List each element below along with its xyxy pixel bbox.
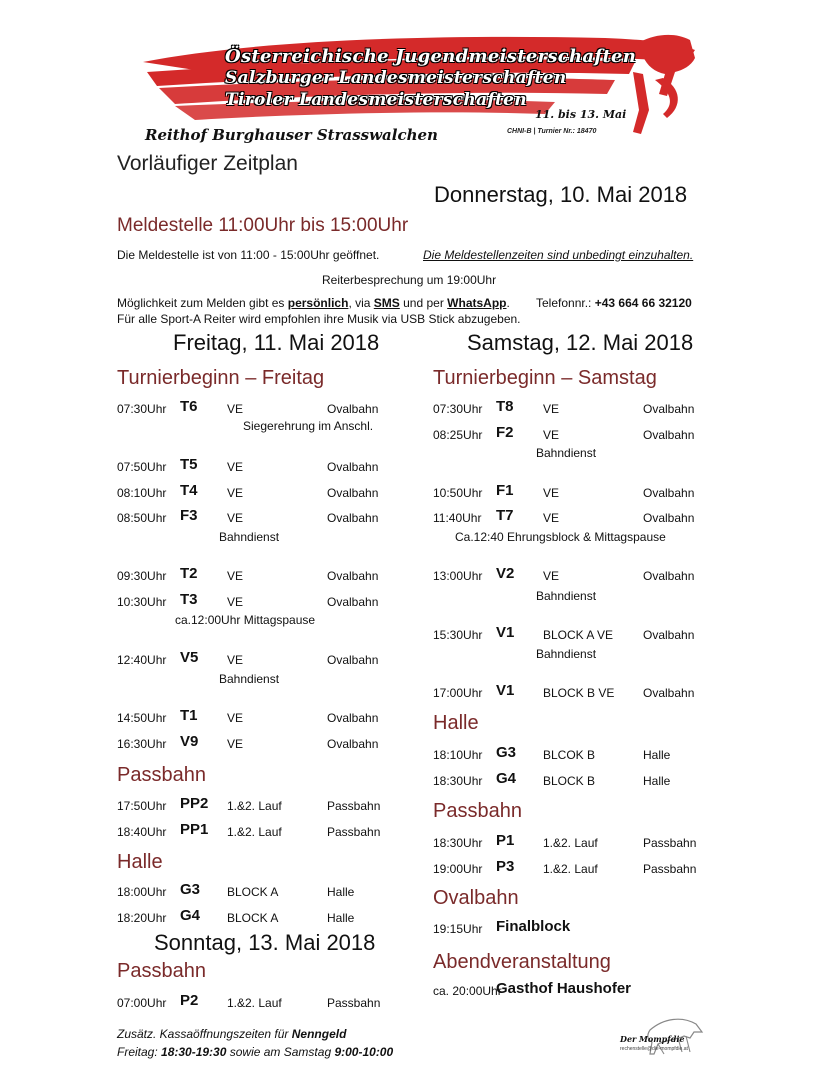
event-type: BLOCK A xyxy=(227,885,279,899)
section-turnierbeginn-samstag: Turnierbeginn – Samstag xyxy=(433,367,657,389)
section-passbahn-sonntag: Passbahn xyxy=(117,960,206,982)
note-bahndienst: Bahndienst xyxy=(536,647,597,661)
event-code: V9 xyxy=(180,733,199,750)
time-text: 16:30Uhr xyxy=(117,737,167,751)
footer-l2-bold1: 18:30-19:30 xyxy=(161,1045,227,1059)
note-siegerehrung: Siegerehrung im Anschl. xyxy=(243,419,374,433)
event-code: V5 xyxy=(180,649,199,666)
event-code: T1 xyxy=(180,707,198,724)
schedule-row xyxy=(117,707,407,727)
time-text: 15:30Uhr xyxy=(433,628,483,642)
briefing-text: Reiterbesprechung um 19:00Uhr xyxy=(322,273,497,287)
event-place: Ovalbahn xyxy=(643,628,695,642)
schedule-row xyxy=(117,456,407,476)
event-code: T5 xyxy=(180,456,198,473)
time-text: 08:25Uhr xyxy=(433,428,483,442)
event-place: Passbahn xyxy=(643,836,697,850)
section-turnierbeginn-freitag: Turnierbeginn – Freitag xyxy=(117,367,325,389)
time-text: 07:30Uhr xyxy=(433,402,483,416)
time-text: 09:30Uhr xyxy=(117,569,167,583)
schedule-row xyxy=(433,482,723,502)
info-dot: . xyxy=(506,296,510,310)
event-place: Ovalbahn xyxy=(327,711,379,725)
event-code: Finalblock xyxy=(496,918,571,935)
event-place: Ovalbahn xyxy=(327,402,379,416)
time-text: 08:10Uhr xyxy=(117,486,167,500)
event-type: BLOCK B xyxy=(543,774,596,788)
schedule-row xyxy=(117,992,407,1012)
event-place: Passbahn xyxy=(643,862,697,876)
time-text: 19:00Uhr xyxy=(433,862,483,876)
time-text: 17:00Uhr xyxy=(433,686,483,700)
time-text: 18:30Uhr xyxy=(433,774,483,788)
event-type: 1.&2. Lauf xyxy=(543,862,598,876)
time-text: 18:00Uhr xyxy=(117,885,167,899)
section-abendveranstaltung: Abendveranstaltung xyxy=(433,951,611,973)
event-place: Ovalbahn xyxy=(643,511,695,525)
event-code: G3 xyxy=(180,881,201,898)
footer-l2-bold2: 9:00-10:00 xyxy=(334,1045,394,1059)
event-type: VE xyxy=(227,486,244,500)
event-place: Ovalbahn xyxy=(643,428,695,442)
event-code: T3 xyxy=(180,591,198,608)
header-venue: Reithof Burghauser Strasswalchen xyxy=(145,126,438,144)
info-pre: Möglichkeit zum Melden gibt es xyxy=(117,296,288,310)
header-line-3: Tiroler Landesmeisterschaften xyxy=(225,90,527,110)
phone-number: +43 664 66 32120 xyxy=(594,296,692,310)
schedule-row xyxy=(117,821,407,841)
footer-line-1 xyxy=(117,1027,346,1041)
time-text: 10:50Uhr xyxy=(433,486,483,500)
event-code: T7 xyxy=(496,507,514,524)
schedule-row xyxy=(117,482,407,502)
time-text: 12:40Uhr xyxy=(117,653,167,667)
event-code: T4 xyxy=(180,482,198,499)
meldestelle-title: Meldestelle 11:00Uhr bis 15:00Uhr xyxy=(117,215,409,236)
event-type: 1.&2. Lauf xyxy=(227,799,282,813)
event-code: G3 xyxy=(496,744,517,761)
event-type: 1.&2. Lauf xyxy=(227,996,282,1010)
time-text: 13:00Uhr xyxy=(433,569,483,583)
day-saturday: Samstag, 12. Mai 2018 xyxy=(467,330,694,355)
event-type: BLOCK A xyxy=(227,911,279,925)
event-place: Ovalbahn xyxy=(327,511,379,525)
section-ovalbahn-samstag: Ovalbahn xyxy=(433,887,519,909)
time-text: 17:50Uhr xyxy=(117,799,167,813)
event-place: Ovalbahn xyxy=(327,460,379,474)
info-whatsapp: WhatsApp xyxy=(447,296,507,310)
meldestelle-note: Die Meldestellenzeiten sind unbedingt einzuhalten. xyxy=(423,248,694,262)
schedule-row xyxy=(117,565,407,585)
note-bahndienst: Bahndienst xyxy=(536,446,597,460)
event-code: V1 xyxy=(496,624,515,641)
event-place: Ovalbahn xyxy=(327,569,379,583)
schedule-row xyxy=(433,918,723,938)
section-halle-freitag: Halle xyxy=(117,851,163,873)
event-type: VE xyxy=(543,486,560,500)
event-code: PP1 xyxy=(180,821,209,838)
event-code: V2 xyxy=(496,565,515,582)
event-code: Gasthof Haushofer xyxy=(496,980,632,997)
event-type: VE xyxy=(543,569,560,583)
event-place: Passbahn xyxy=(327,996,381,1010)
event-type: BLOCK A VE xyxy=(543,628,614,642)
event-type: VE xyxy=(227,460,244,474)
event-code: G4 xyxy=(180,907,201,924)
event-code: T2 xyxy=(180,565,198,582)
time-text: 10:30Uhr xyxy=(117,595,167,609)
event-type: VE xyxy=(227,595,244,609)
meldestelle-text: Die Meldestelle ist von 11:00 - 15:00Uhr geöffnet. xyxy=(117,248,380,262)
event-type: BLOCK B VE xyxy=(543,686,615,700)
event-place: Halle xyxy=(327,911,355,925)
section-passbahn-freitag: Passbahn xyxy=(117,764,206,786)
event-place: Ovalbahn xyxy=(327,486,379,500)
schedule-row xyxy=(117,907,407,927)
schedule-row xyxy=(117,398,407,418)
event-code: F2 xyxy=(496,424,514,441)
time-text: 11:40Uhr xyxy=(433,511,482,525)
footer-l2-pre: Freitag: xyxy=(117,1045,162,1059)
footer-l1-bold: Nenngeld xyxy=(291,1027,347,1041)
note-mittagspause: ca.12:00Uhr Mittagspause xyxy=(175,613,316,627)
schedule-row xyxy=(433,424,723,444)
schedule-row xyxy=(433,858,723,878)
info-line-2: Für alle Sport-A Reiter wird empfohlen ihre Musik via USB Stick abzugeben. xyxy=(117,312,521,326)
info-line-1 xyxy=(117,296,510,310)
schedule-row xyxy=(433,682,723,702)
event-place: Ovalbahn xyxy=(643,686,695,700)
event-place: Ovalbahn xyxy=(643,402,695,416)
event-code: PP2 xyxy=(180,795,209,812)
event-type: VE xyxy=(543,402,560,416)
day-friday: Freitag, 11. Mai 2018 xyxy=(173,330,380,355)
event-place: Ovalbahn xyxy=(327,737,379,751)
event-type: 1.&2. Lauf xyxy=(227,825,282,839)
schedule-row xyxy=(117,881,407,901)
schedule-row xyxy=(433,398,723,418)
event-code: G4 xyxy=(496,770,517,787)
event-place: Ovalbahn xyxy=(643,486,695,500)
time-text: 18:20Uhr xyxy=(117,911,167,925)
section-passbahn-samstag: Passbahn xyxy=(433,800,522,822)
event-place: Ovalbahn xyxy=(643,569,695,583)
schedule-row xyxy=(117,591,407,611)
footer-line-2 xyxy=(117,1045,393,1059)
event-type: VE xyxy=(543,428,560,442)
schedule-row xyxy=(433,770,723,790)
time-text: 07:00Uhr xyxy=(117,996,167,1010)
page-title: Vorläufiger Zeitplan xyxy=(117,152,298,175)
event-type: VE xyxy=(227,569,244,583)
info-persoenlich: persönlich xyxy=(287,296,349,310)
schedule-row xyxy=(433,980,723,1000)
info-via: , via xyxy=(348,296,374,310)
event-type: 1.&2. Lauf xyxy=(543,836,598,850)
schedule-row xyxy=(433,744,723,764)
note-bahndienst: Bahndienst xyxy=(219,672,280,686)
event-code: F3 xyxy=(180,507,198,524)
note-bahndienst: Bahndienst xyxy=(219,530,280,544)
schedule-row xyxy=(117,795,407,815)
time-text: 07:30Uhr xyxy=(117,402,167,416)
info-sms: SMS xyxy=(373,296,400,310)
event-place: Ovalbahn xyxy=(327,653,379,667)
time-text: 14:50Uhr xyxy=(117,711,167,725)
phone-label: Telefonnr.: xyxy=(536,296,592,310)
note-bahndienst: Bahndienst xyxy=(536,589,597,603)
event-code: P1 xyxy=(496,832,515,849)
event-type: VE xyxy=(227,402,244,416)
section-halle-samstag: Halle xyxy=(433,712,479,734)
time-text: ca. 20:00Uhr xyxy=(433,984,502,998)
time-text: 18:10Uhr xyxy=(433,748,483,762)
phone-line xyxy=(536,296,692,310)
header-banner xyxy=(135,22,715,152)
time-text: 18:40Uhr xyxy=(117,825,167,839)
schedule-row xyxy=(433,624,723,644)
header-dates: 11. bis 13. Mai xyxy=(535,108,627,121)
schedule-row xyxy=(433,832,723,852)
day-sunday: Sonntag, 13. Mai 2018 xyxy=(154,930,376,955)
time-text: 18:30Uhr xyxy=(433,836,483,850)
event-code: P2 xyxy=(180,992,199,1009)
event-code: V1 xyxy=(496,682,515,699)
time-text: 19:15Uhr xyxy=(433,922,483,936)
header-cni: CHNI-B | Turnier Nr.: 18470 xyxy=(507,128,597,135)
event-type: VE xyxy=(227,653,244,667)
info-und: und per xyxy=(399,296,448,310)
event-place: Halle xyxy=(643,774,671,788)
event-code: T6 xyxy=(180,398,198,415)
event-type: VE xyxy=(543,511,560,525)
event-type: VE xyxy=(227,711,244,725)
footer-l1-pre: Zusätz. Kassaöffnungszeiten für xyxy=(117,1027,292,1041)
day-thursday: Donnerstag, 10. Mai 2018 xyxy=(434,182,688,207)
schedule-row xyxy=(117,649,407,669)
event-type: BLCOK B xyxy=(543,748,596,762)
logo-name: Der Mompfdie xyxy=(620,1034,685,1044)
time-text: 07:50Uhr xyxy=(117,460,167,474)
note-ehrungsblock: Ca.12:40 Ehrungsblock & Mittagspause xyxy=(455,530,666,544)
schedule-row xyxy=(433,507,723,527)
event-place: Passbahn xyxy=(327,799,381,813)
event-code: T8 xyxy=(496,398,514,415)
horse-icon xyxy=(633,35,695,134)
event-type: VE xyxy=(227,511,244,525)
event-code: P3 xyxy=(496,858,515,875)
event-code: F1 xyxy=(496,482,514,499)
header-line-2: Salzburger Landesmeisterschaften xyxy=(225,68,567,88)
schedule-row xyxy=(433,565,723,585)
logo-sub: rechenstelle@die-mompfdie.at xyxy=(620,1046,688,1052)
header-line-1: Österreichische Jugendmeisterschaften xyxy=(225,46,637,67)
event-type: VE xyxy=(227,737,244,751)
event-place: Halle xyxy=(643,748,671,762)
event-place: Passbahn xyxy=(327,825,381,839)
event-place: Ovalbahn xyxy=(327,595,379,609)
schedule-row xyxy=(117,507,407,527)
footer-l2-mid: sowie am Samstag xyxy=(226,1045,335,1059)
schedule-row xyxy=(117,733,407,753)
logo xyxy=(620,1010,710,1058)
time-text: 08:50Uhr xyxy=(117,511,167,525)
event-place: Halle xyxy=(327,885,355,899)
